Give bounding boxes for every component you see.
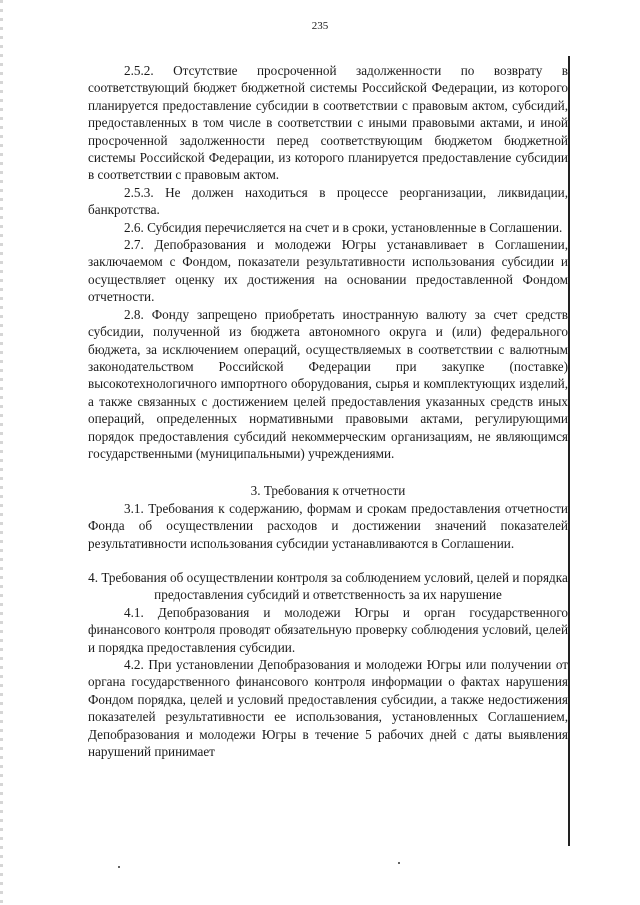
document-body xyxy=(88,62,568,760)
page-number: 235 xyxy=(311,20,329,32)
scan-speck xyxy=(398,862,400,864)
paragraph-2-5-3: 2.5.3. Не должен находиться в процессе реорганизации, ликвидации, банкротства. xyxy=(88,184,568,218)
spacer xyxy=(88,552,568,569)
paragraph-2-7: 2.7. Депобразования и молодежи Югры устанавливает в Соглашении, заключаемом с Фондом, показатели результативности использования субсидии и осуществляет оценку их достижения на основании предоставленной Фондом отчетности. xyxy=(88,237,568,305)
section-3-heading: 3. Требования к отчетности xyxy=(250,483,406,499)
scan-edge-left xyxy=(0,0,3,905)
paragraph-4-1: 4.1. Депобразования и молодежи Югры и орган государственного финансового контроля проводят обязательную проверку соблюдения условий, целей и порядка предоставления субсидии. xyxy=(88,604,568,655)
paragraph-2-8: 2.8. Фонду запрещено приобретать иностранную валюту за счет средств субсидии, полученной из бюджета автономного округа и (или) федерального бюджета, за исключением операций, осуществляемых в соответствии с валютным законодательством Российской Федерации при закупке (поставке) высокотехнологичного импортного оборудования, сырья и комплектующих изделий, а также связанных с достижением целей предоставления указанных средств иных операций, определенных нормативными правовыми актами, регулирующими порядок предоставления субсидий некоммерческим организациям, не являющимся государственными (муниципальными) учреждениями. xyxy=(88,306,568,461)
section-4-heading: 4. Требования об осуществлении контроля за соблюдением условий, целей и порядка предоставления субсидий и ответственность за их нарушение xyxy=(88,569,568,603)
paragraph-2-5-2: 2.5.2. Отсутствие просроченной задолженности по возврату в соответствующий бюджет бюджетной системы Российской Федерации, из которого планируется предоставление субсидии в соответствии с правовым актом, субсидий, предоставленных в том числе в соответствии с иными правовыми актами, и иной просроченной задолженности перед соответствующим бюджетом бюджетной системы Российской Федерации, из которого планируется предоставление субсидии в соответствии с правовым актом. xyxy=(88,63,568,183)
scan-edge-right xyxy=(568,56,570,846)
paragraph-4-2: 4.2. При установлении Депобразования и молодежи Югры или получении от органа государственного финансового контроля информации о фактах нарушения Фондом порядка, целей и условий предоставления субсидии, а также недостижения показателей результативности ее использования, установленных Соглашением, Депобразования и молодежи Югры в течение 5 рабочих дней с даты выявления нарушений принимает xyxy=(88,657,568,760)
spacer xyxy=(88,462,568,482)
paragraph-2-6: 2.6. Субсидия перечисляется на счет и в сроки, установленные в Соглашении. xyxy=(124,219,563,235)
paragraph-3-1: 3.1. Требования к содержанию, формам и срокам предоставления отчетности Фонда об осуществлении расходов и достижении значений показателей результативности использования субсидии устанавливаются в Соглашении. xyxy=(88,500,568,551)
scan-speck xyxy=(118,866,120,868)
